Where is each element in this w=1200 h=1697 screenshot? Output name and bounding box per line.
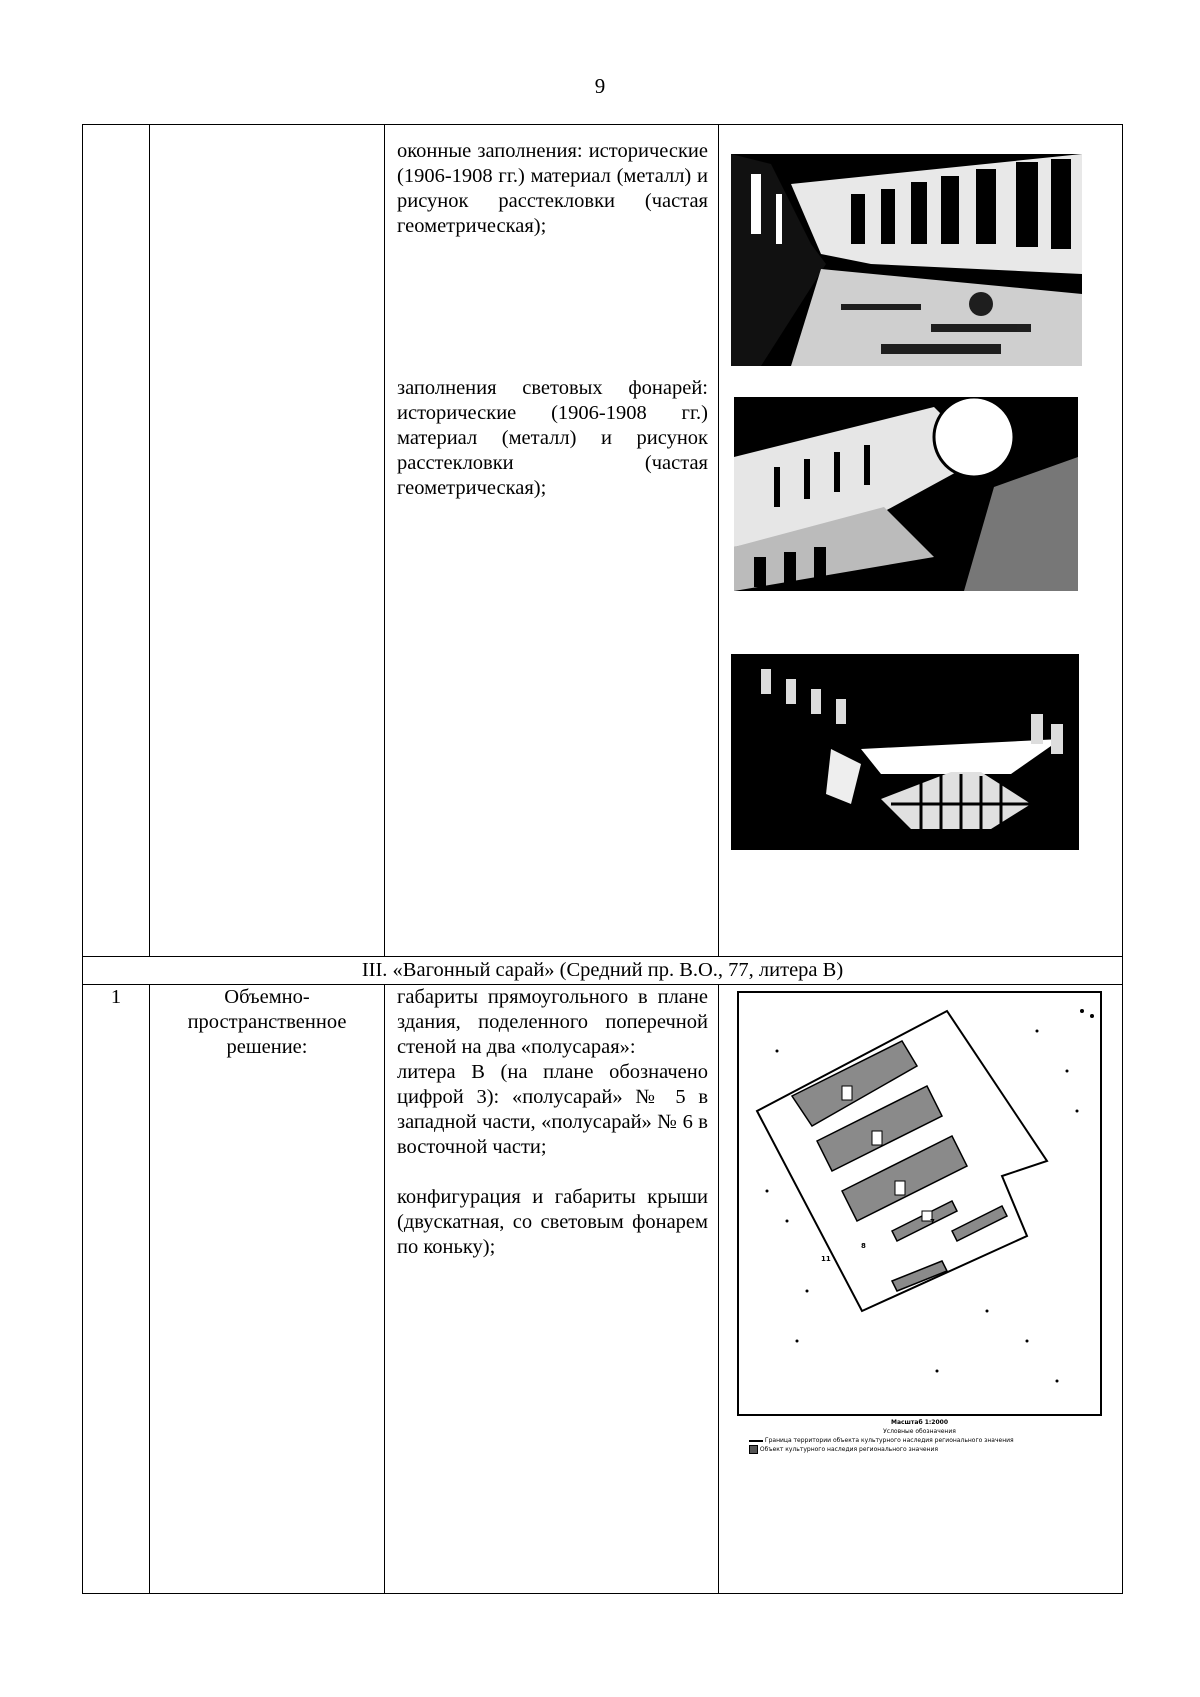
protection-subject-table [82, 124, 1123, 1594]
cell-subject-empty [150, 125, 385, 957]
photo-skylight-interior [734, 397, 1078, 591]
plan-scale: Масштаб 1:2000 [890, 1419, 949, 1426]
boundary-line-icon [749, 1440, 763, 1442]
page-number: 9 [594, 74, 606, 98]
cell-photos [719, 125, 1123, 957]
cell-plan [719, 985, 1123, 1594]
item-window-fillings: оконные заполнения: исторические (1906-1908 гг.) материал (металл) и рисунок расстекловки (частая геометрическая); [397, 140, 708, 237]
section-header-row [83, 957, 1123, 985]
site-plan [737, 991, 1102, 1454]
plan-label-7: 7 [930, 1218, 935, 1226]
plan-legend-title: Условные обозначения [883, 1428, 956, 1435]
plan-legend-object [737, 1445, 1102, 1454]
row-number: 1 [83, 985, 150, 1594]
cell-description-1 [385, 985, 719, 1594]
table-row-continued [83, 125, 1123, 957]
plan-label-8: 8 [861, 1242, 866, 1250]
plan-label-11: 11 [821, 1255, 831, 1263]
item-roof-config: конфигурация и габариты крыши (двускатная, со световым фонарем по коньку); [397, 1186, 708, 1258]
cell-subject [150, 985, 385, 1594]
photo-roof-interior [731, 654, 1079, 850]
item-litera-b: литера В (на плане обозначено цифрой 3): «полусарай» № 5 в западной части, «полусарай» № 6 в восточной части; [397, 1061, 708, 1158]
plan-legend-boundary [737, 1436, 1102, 1445]
object-square-icon [749, 1445, 758, 1454]
photo-courtyard-windows [731, 154, 1082, 366]
item-skylight-fillings: заполнения световых фонарей: исторические (1906-1908 гг.) материал (металл) и рисунок расстекловки (частая геометрическая); [397, 377, 708, 499]
cell-description [385, 125, 719, 957]
legend-object-text: Объект культурного наследия регионального значения [759, 1446, 938, 1453]
item-building-dimensions: габариты прямоугольного в плане здания, поделенного поперечной стеной на два «полусарая»: [397, 986, 708, 1058]
cell-number-empty [83, 125, 150, 957]
subject-label: Объемно-пространственное решение: [187, 986, 347, 1058]
section-title: III. «Вагонный сарай» (Средний пр. В.О., 77, литера В) [83, 957, 1123, 985]
legend-boundary-text: Граница территории объекта культурного наследия регионального значения [764, 1437, 1014, 1444]
table-row-1 [83, 985, 1123, 1594]
